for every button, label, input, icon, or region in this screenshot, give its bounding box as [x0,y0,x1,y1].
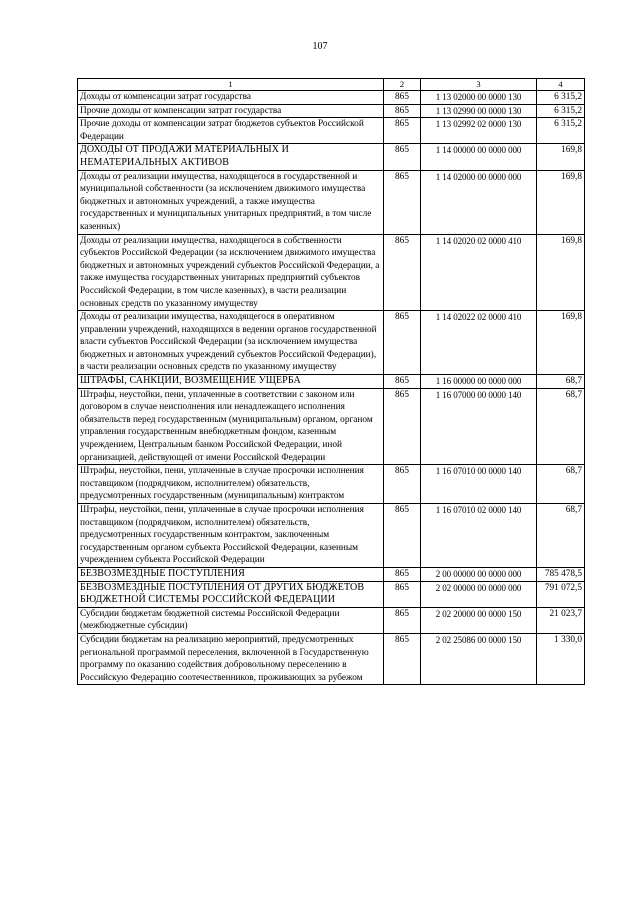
table-row [78,170,585,234]
table-row [78,311,585,375]
row-amount-cell: 1 330,0 [537,633,585,684]
row-name-cell: Прочие доходы от компенсации затрат государства [78,104,384,118]
row-admin-code-cell: 865 [384,504,421,568]
row-classification-code-cell: 1 16 00000 00 0000 000 [421,375,537,389]
row-name-cell: Доходы от реализации имущества, находящегося в оперативном управлении учреждений, находящихся в ведении органов государственной власти субъектов Российской Федерации (за исключением имущества бюджетных и автономных учреждений субъектов Российской Федерации), в части реализации основных средств по указанному имуществу [78,311,384,375]
row-classification-code-cell: 1 13 02990 00 0000 130 [421,104,537,118]
row-admin-code-cell: 865 [384,581,421,607]
table-row [78,504,585,568]
table-row [78,144,585,170]
row-name-cell: БЕЗВОЗМЕЗДНЫЕ ПОСТУПЛЕНИЯ [78,567,384,581]
row-name-cell: БЕЗВОЗМЕЗДНЫЕ ПОСТУПЛЕНИЯ ОТ ДРУГИХ БЮДЖЕТОВ БЮДЖЕТНОЙ СИСТЕМЫ РОССИЙСКОЙ ФЕДЕРАЦИИ [78,581,384,607]
row-classification-code-cell: 2 00 00000 00 0000 000 [421,567,537,581]
table-row [78,118,585,144]
row-amount-cell: 68,7 [537,465,585,504]
header-col-4: 4 [537,79,585,91]
table-row [78,581,585,607]
row-amount-cell: 68,7 [537,504,585,568]
header-col-3: 3 [421,79,537,91]
row-admin-code-cell: 865 [384,388,421,465]
row-classification-code-cell: 1 16 07000 00 0000 140 [421,388,537,465]
row-classification-code-cell: 1 13 02000 00 0000 130 [421,91,537,105]
row-amount-cell: 21 023,7 [537,607,585,633]
row-admin-code-cell: 865 [384,607,421,633]
row-admin-code-cell: 865 [384,91,421,105]
table-row [78,234,585,311]
header-col-2: 2 [384,79,421,91]
row-classification-code-cell: 2 02 00000 00 0000 000 [421,581,537,607]
row-classification-code-cell: 1 16 07010 00 0000 140 [421,465,537,504]
row-amount-cell: 169,8 [537,170,585,234]
row-amount-cell: 169,8 [537,311,585,375]
row-amount-cell: 68,7 [537,388,585,465]
row-name-cell: Субсидии бюджетам бюджетной системы Российской Федерации (межбюджетные субсидии) [78,607,384,633]
row-admin-code-cell: 865 [384,465,421,504]
row-admin-code-cell: 865 [384,170,421,234]
row-admin-code-cell: 865 [384,144,421,170]
row-amount-cell: 785 478,5 [537,567,585,581]
row-admin-code-cell: 865 [384,633,421,684]
row-name-cell: Штрафы, неустойки, пени, уплаченные в случае просрочки исполнения поставщиком (подрядчиком, исполнителем) обязательств, предусмотренных государственным контрактом, заключенным государственным органом субъекта Российской Федерации, казенным учреждением субъекта Российской Федерации [78,504,384,568]
table-row [78,104,585,118]
table-row [78,567,585,581]
row-classification-code-cell: 2 02 20000 00 0000 150 [421,607,537,633]
row-name-cell: Прочие доходы от компенсации затрат бюджетов субъектов Российской Федерации [78,118,384,144]
row-admin-code-cell: 865 [384,104,421,118]
header-col-1: 1 [78,79,384,91]
row-amount-cell: 6 315,2 [537,118,585,144]
table-row [78,91,585,105]
row-amount-cell: 68,7 [537,375,585,389]
row-classification-code-cell: 1 14 00000 00 0000 000 [421,144,537,170]
row-name-cell: Штрафы, неустойки, пени, уплаченные в случае просрочки исполнения поставщиком (подрядчиком, исполнителем) обязательств, предусмотренных государственным (муниципальным) контрактом [78,465,384,504]
row-admin-code-cell: 865 [384,311,421,375]
row-name-cell: Субсидии бюджетам на реализацию мероприятий, предусмотренных региональной программой переселения, включенной в Государственную программу по оказанию содействия добровольному переселению в Российскую Федерацию соотечественников, проживающих за рубежом [78,633,384,684]
row-name-cell: Штрафы, неустойки, пени, уплаченные в соответствии с законом или договором в случае неисполнения или ненадлежащего исполнения обязательств перед государственным (муниципальным) органом, органом управления государственным внебюджетным фондом, казенным учреждением, Центральным банком Российской Федерации, иной организацией, действующей от имени Российской Федерации [78,388,384,465]
row-classification-code-cell: 1 14 02022 02 0000 410 [421,311,537,375]
table-row [78,465,585,504]
table-row [78,375,585,389]
row-name-cell: Доходы от реализации имущества, находящегося в собственности субъектов Российской Федерации (за исключением движимого имущества бюджетных и автономных учреждений субъектов Российской Федерации, а также имущества государственных унитарных предприятий субъектов Российской Федерации, в том числе казенных), в части реализации основных средств по указанному имуществу [78,234,384,311]
row-amount-cell: 169,8 [537,144,585,170]
row-amount-cell: 169,8 [537,234,585,311]
row-name-cell: ДОХОДЫ ОТ ПРОДАЖИ МАТЕРИАЛЬНЫХ И НЕМАТЕРИАЛЬНЫХ АКТИВОВ [78,144,384,170]
row-admin-code-cell: 865 [384,234,421,311]
table-row [78,633,585,684]
row-name-cell: Доходы от реализации имущества, находящегося в государственной и муниципальной собственности (за исключением движимого имущества бюджетных и автономных учреждений, а также имущества государственных и муниципальных унитарных предприятий, в том числе казенных) [78,170,384,234]
table-row [78,607,585,633]
table-header-row [78,79,585,91]
row-name-cell: Доходы от компенсации затрат государства [78,91,384,105]
row-amount-cell: 6 315,2 [537,104,585,118]
row-classification-code-cell: 1 16 07010 02 0000 140 [421,504,537,568]
row-admin-code-cell: 865 [384,118,421,144]
row-amount-cell: 6 315,2 [537,91,585,105]
row-classification-code-cell: 1 14 02020 02 0000 410 [421,234,537,311]
row-classification-code-cell: 2 02 25086 00 0000 150 [421,633,537,684]
revenue-table [77,78,585,685]
row-name-cell: ШТРАФЫ, САНКЦИИ, ВОЗМЕЩЕНИЕ УЩЕРБА [78,375,384,389]
row-classification-code-cell: 1 13 02992 02 0000 130 [421,118,537,144]
table-row [78,388,585,465]
row-admin-code-cell: 865 [384,375,421,389]
page-number: 107 [312,41,328,52]
row-amount-cell: 791 072,5 [537,581,585,607]
row-classification-code-cell: 1 14 02000 00 0000 000 [421,170,537,234]
row-admin-code-cell: 865 [384,567,421,581]
